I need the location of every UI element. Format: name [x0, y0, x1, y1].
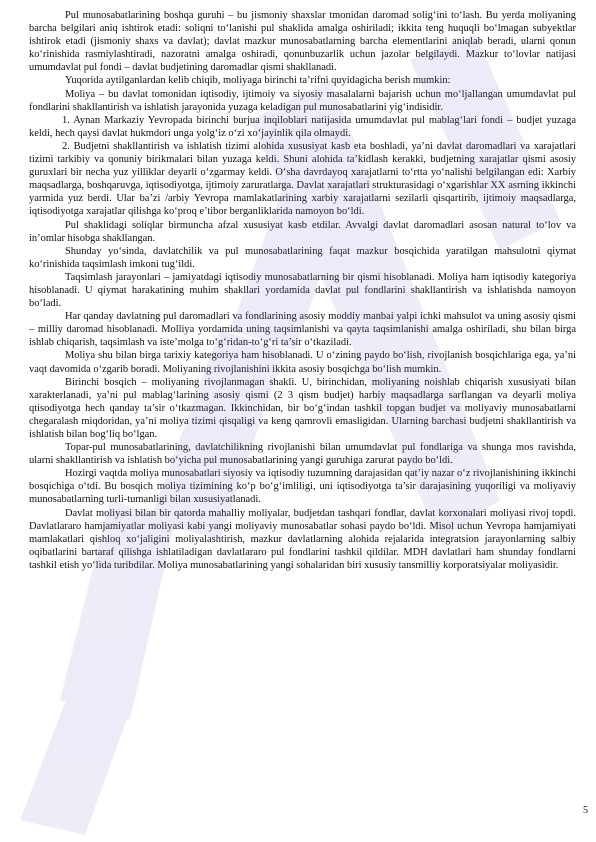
paragraph: Pul shaklidagi soliqlar birmuncha afzal xususiyat kasb etdilar. Avvalgi davlat daromadlari asosan natural to‘lov va in’omlar hisobga shakllangan.: [29, 219, 576, 244]
paragraph: Taqsimlash jarayonlari – jamiyatdagi iqtisodiy munosabatlarning bir qismi hisoblanadi. Moliya ham iqtisodiy kategoriya hisoblanadi. U qiymat harakatining muhim shakllari yordamida davlat pul fondlarini shakllantirish va ishlatishda namoyon bo‘ladi.: [29, 271, 576, 310]
paragraph: Topar-pul munosabatlarining, davlatchilikning rivojlanishi bilan umumdavlat pul fondlariga va shunga mos ravishda, ularni shakllantirish va ishlatish bo‘yicha pul munosabatlarining yangi guruhiga zarurat paydo bo‘ldi.: [29, 442, 576, 467]
paragraph: Davlat moliyasi bilan bir qatorda mahalliy moliyalar, budjetdan tashqari fondlar, davlat korxonalari moliyasi rivoj topdi. Davlatlararo hamjamiyatlar moliyasi kabi yangi moliyaviy munosabatlar sohasi paydo bo‘ldi. Misol uchun Yevropa hamjamiyati mamlakatlari qishloq xo‘jaligini moliyalashtirish, mazkur davlatlarning alohida rejalarida integratsion jarayonlarning salbiy oqibatlarini bartaraf qilishga ishlatiladigan davlatlararo pul fondlarini tashkil qildilar. MDH davlatlari ham shunday fondlarni tashkil etish yo‘lida turibdilar. Moliya munosabatlarining yangi sohalaridan biri xususiy tansmilliy korporatsiyalar moliyasidir.: [29, 507, 576, 571]
numbered-paragraph-2: 2. Budjetni shakllantirish va ishlatish tizimi alohida xususiyat kasb eta boshladi, ya’ni davlat daromadlari va xarajatlari tizimi tarkibiy va qonuniy birikmalari bilan yuzaga keldi. Shuni alohida ta’kidlash kerakki, budjetning xarajatlar qismi asosiy guruxlari bir necha yuz yilliklar deyarli o‘zgarmay keldi. O‘sha davrdayoq xarajatlarni to‘rtta yo‘nalishi belgilangan edi: Xarbiy maqsadlarga, boshqaruvga, iqtisodiyotga, ijtimoiy zaruratlarga. Davlat xarajatlari strukturasidagi o‘xgarishlar XX asrning ikkinchi yarmida yuz berdi. Ular ba’zi /arbiy Yevropa mamlakatlarining xarbiy xarajatlarni sezilarli qisqartirib, ijtimoiy maqsadlarga, iqtisodiyotga xarajatlar qilishga ko‘proq e’tibor berganliklarida namoyon bo‘ldi.: [29, 140, 576, 218]
paragraph: Yuqorida aytilganlardan kelib chiqib, moliyaga birinchi ta’rifni quyidagicha berish mumkin:: [65, 75, 451, 87]
paragraph: Pul munosabatlarining boshqa guruhi – bu jismoniy shaxslar tmonidan daromad solig‘ini to‘lash. Bu yerda moliyaning barcha belgilari aniq ishtirok etadi: soliqni to‘lanishi pul shaklida amalga oshiriladi; ikkita teng huquqli bo‘lmagan subyektlar ishtirok etadi (jismoniy shaxs va davlat); davlat mazkur munosabatlarning barcha elementlarini aniqlab beradi, ularni qonun ko‘rinishida rasmiylashtiradi, nazoratni amalga oshiradi, qonunbuzarlik uchun jazolar belgilaydi. Mazkur to‘lovlar natijasi umumdavlat pul fondi – davlat budjetining daromadlar qismi shakllanadi.: [29, 10, 576, 74]
paragraph-moliya-definition: Moliya – bu davlat tomonidan iqtisodiy, ijtimoiy va siyosiy masalalarni bajarish uchun mo‘ljallangan umumdavlat pul fondlarini shakllantirish va ishlatish jarayonida yuzaga keladigan pul munosabatlarini yig‘indisidir.: [29, 88, 576, 113]
numbered-paragraph-1: 1. Aynan Markaziy Yevropada birinchi burjua inqiloblari natijasida umumdavlat pul mablag‘lari fondi – budjet yuzaga keldi, hech qaysi davlat hukmdori unga yolg‘iz o‘zi xo‘jayinlik qila olmaydi.: [29, 114, 576, 139]
paragraph: Hozirgi vaqtda moliya munosabatlari siyosiy va iqtisodiy tuzumning darajasidan qat’iy nazar o‘z rivojlanishining ikkinchi bosqichiga o‘tdi. Bu bosqich moliya tizimining ko‘p bo‘g‘imliligi, uni iqtisodiyotga ta’sir darajasining yuqoriligi va moliyaviy munosabatlarning turli-tumanligi bilan xususiyatlanadi.: [29, 468, 576, 506]
paragraph: Moliya shu bilan birga tarixiy kategoriya ham hisoblanadi. U o‘zining paydo bo‘lish, rivojlanish bosqichlariga ega, ya’ni vaqt davomida o‘zgarib boradi. Moliyaning rivojlanishini ikkita asosiy bosqichga bo‘lish mumkin.: [29, 350, 576, 375]
paragraph: Birinchi bosqich – moliyaning rivojlanmagan shakli. U, birinchidan, moliyaning noishlab chiqarish xususiyati bilan xarakterlanadi, ya’ni pul mablag‘larining asosiy qismi (2 3 qism budjet) harbiy maqsadlarga sarflangan va deyarli moliya qtisodiyotga hech qanday ta’sir o‘tkazmagan. Ikkinchidan, bir bo‘g‘indan tashkil topgan budjet va moliyaviy munosabatlarni chegaralash miqdoridan, ya’ni moliya tizimi qisqaligi va keng qamrovli emasligidan. Ularning barchasi budjetni shakllantirish va ishlatish bilan bog‘liq bo‘lgan.: [29, 376, 576, 440]
paragraph: Har qanday davlatning pul daromadlari va fondlarining asosiy moddiy manbai yalpi ichki mahsulot va uning asosiy qismi – milliy daromad hisoblanadi. Molliya yordamida uning taqsimlanishi va qayta taqsimlanishi amalga oshiriladi, shu bilan birga ishlab chiqarish, taqsimlash va iste’molga to‘g‘ridan-to‘g‘ri ta’sir o‘tkaziladi.: [29, 311, 576, 349]
page-number: 5: [583, 805, 588, 816]
document-page: [29, 9, 576, 835]
paragraph: Shunday yo‘sinda, davlatchilik va pul munosabatlarining faqat mazkur bosqichida yaratilgan mahsulotni qiymat ko‘rinishida taqsimlash imkoni tug‘ildi.: [29, 245, 576, 270]
